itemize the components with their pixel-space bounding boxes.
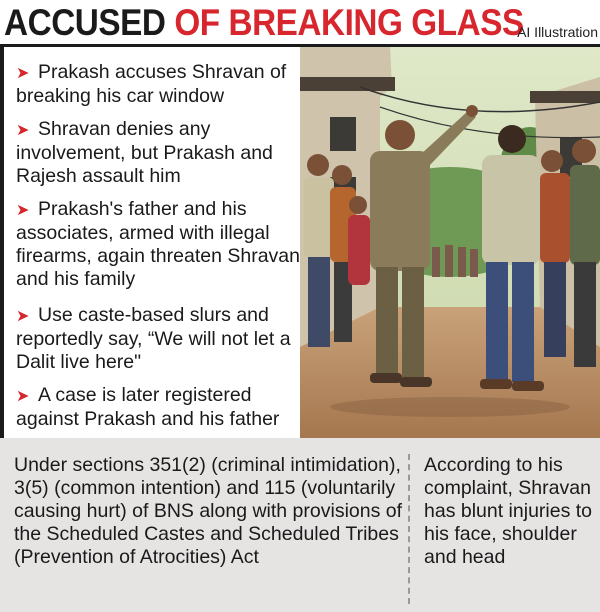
illustration [300,47,600,438]
bullet-text: Use caste-based slurs and reportedly say, “We will not let a Dalit live here" [16,304,291,373]
dashed-divider [408,454,410,604]
bullet-item [16,304,302,374]
headline-part-breaking-glass: OF BREAKING GLASS [174,2,524,43]
header [0,0,600,46]
headline-part-accused: ACCUSED [4,2,166,43]
complaint-text: According to his complaint, Shravan has blunt injuries to his face, shoulder and head [424,454,593,568]
bullet-item [16,198,302,291]
bullet-item [16,384,302,431]
bullet-text: Shravan denies any involvement, but Prakash and Rajesh assault him [16,118,273,187]
legal-sections-text: Under sections 351(2) (criminal intimidation), 3(5) (common intention) and 115 (voluntarily causing hurt) of BNS along with provisions of the Scheduled Castes and Scheduled Tribes (Prevention of Atrocities) Act [14,454,403,568]
street-confrontation-illustration [300,47,600,438]
arrow-bullet-icon: ➤ [16,65,30,82]
bullet-text: Prakash accuses Shravan of breaking his car window [16,61,287,107]
bullet-item [16,61,302,108]
arrow-bullet-icon: ➤ [16,388,30,405]
bullet-text: Prakash's father and his associates, armed with illegal firearms, again threaten Shravan and his family [16,198,300,290]
arrow-bullet-icon: ➤ [16,308,30,325]
bullet-item [16,118,302,188]
details-panel [0,438,600,612]
arrow-bullet-icon: ➤ [16,202,30,219]
bullet-list [0,47,300,438]
headline [4,2,524,44]
ai-illustration-label: AI Illustration [517,24,598,40]
arrow-bullet-icon: ➤ [16,122,30,139]
bullet-text: A case is later registered against Prakash and his father [16,384,280,430]
